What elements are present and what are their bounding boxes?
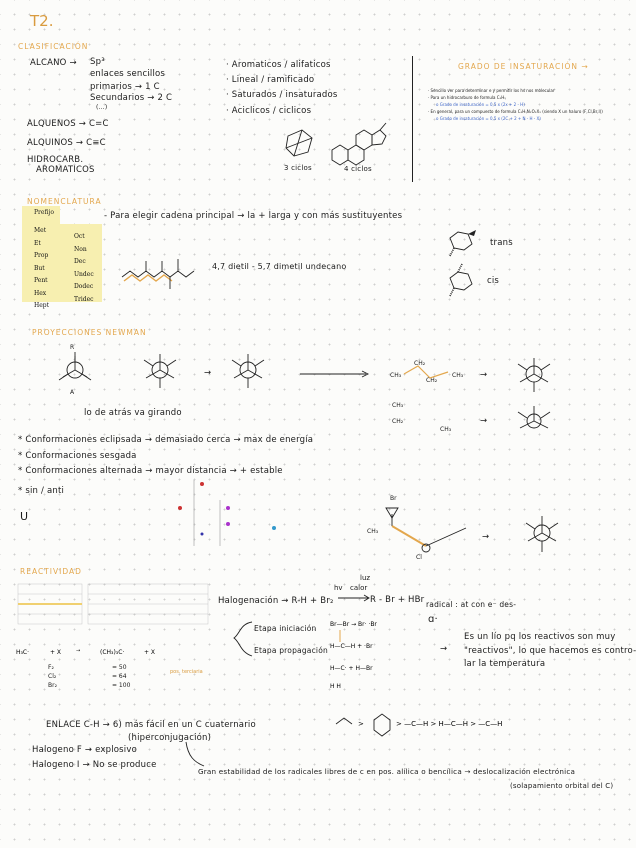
- prefix-item: Undec: [74, 270, 94, 278]
- clasificacion-header: CLASIFICACIÓN: [18, 42, 89, 51]
- prefix-item: Non: [74, 245, 87, 253]
- cadena-rule: - Para elegir cadena principal → la + larga y con más sustituyentes: [104, 211, 403, 221]
- butane-sketch-1: [400, 362, 460, 382]
- arrow-glyph: →: [440, 644, 448, 654]
- arrow-glyph: →: [480, 416, 488, 426]
- halo-chain-sketch: [380, 500, 470, 564]
- classification-item: · Saturados / insaturados: [226, 90, 338, 100]
- cis-cyclohexane: [444, 264, 480, 298]
- alquenos-label: ALQUENOS → C=C: [27, 119, 109, 129]
- ch3-label: CH₃: [452, 372, 464, 379]
- solapamiento-note: (solapamiento orbital del C): [510, 782, 614, 790]
- svg-text:→: →: [76, 648, 81, 654]
- grado-line: · En general, para un compuesto de formula CₓHᵧNₓOₓXₓ (siendo X un haluro (F,Cl,Br,I)): [428, 109, 603, 114]
- ch2-label: CH₂: [426, 377, 438, 384]
- grado-line: o Grado de insaturación = 0,5 x (2x + 2 - H): [436, 102, 525, 107]
- halo-value: = 50: [112, 664, 127, 671]
- newman-projection-eclipsed: [55, 350, 95, 390]
- svg-text:+ X: + X: [50, 649, 62, 656]
- hidrocarb-label-1: HIDROCARB.: [27, 155, 84, 165]
- enlaces-label: enlaces sencillos: [90, 69, 166, 79]
- prefix-column-1: [34, 225, 49, 313]
- conformation-bullet: * sin / anti: [18, 486, 65, 496]
- arrow-glyph: →: [482, 532, 490, 542]
- trans-cyclohexane: [444, 228, 480, 258]
- ch3-label: CH₃: [440, 426, 452, 433]
- prefix-item: Met: [34, 227, 47, 234]
- svg-text:H—C· + H—Br: H—C· + H—Br: [330, 665, 373, 672]
- allylic-structures: [330, 700, 560, 742]
- halogeno-i-rule: Halogeno I → No se produce: [32, 760, 157, 770]
- grado-header: GRADO DE INSATURACIÓN →: [458, 62, 589, 71]
- mechanism-sketch: [326, 614, 426, 694]
- curved-arrow: [184, 740, 206, 770]
- svg-text:H H: H H: [330, 683, 341, 690]
- prefix-column-2: [74, 231, 94, 306]
- arrow-glyph: →: [204, 368, 212, 378]
- svg-text:H₃C·: H₃C·: [16, 649, 30, 656]
- propagacion-label: Etapa propagación: [254, 646, 328, 655]
- newman-projection-staggered: [140, 350, 180, 390]
- trans-label: trans: [490, 238, 513, 248]
- grado-line: · Para un hidrocarburo de formula CₓHᵧ: [428, 95, 506, 100]
- note-line: "reactivos", lo que hacemos es contro-: [464, 646, 636, 656]
- classification-item: · Lineal / ramificado: [226, 75, 315, 85]
- newman-header: PROYECCIONES NEWMAN: [32, 328, 147, 337]
- halo-value: = 64: [112, 673, 127, 680]
- ciclos4-label: 4 ciclos: [344, 165, 372, 173]
- newman-projection-rotated: [228, 350, 268, 390]
- svg-text:H—C—H + ·Br: H—C—H + ·Br: [330, 643, 373, 650]
- reaction-arrow: [338, 594, 372, 602]
- newman-result-3: [520, 512, 564, 554]
- nomenclatura-header: NOMENCLATURA: [27, 197, 102, 206]
- ch3-label: CH₃: [390, 372, 402, 379]
- hiperconjugacion-label: (hiperconjugación): [128, 733, 212, 743]
- long-arrow: [300, 371, 370, 377]
- halo-f2: F₂: [48, 664, 54, 671]
- halo-br2: Br₂: [48, 682, 57, 689]
- prefix-item: Tridec: [74, 295, 94, 303]
- iniciacion-label: Etapa iniciación: [254, 624, 317, 633]
- calor-label: calor: [350, 584, 368, 592]
- dots-label: (...): [96, 104, 108, 111]
- alquinos-label: ALQUINOS → C≡C: [27, 138, 106, 148]
- grado-line: o Grado de insaturación = 0,5 x (2C + 2 + N - H - X): [436, 116, 541, 121]
- primarios-label: primarios → 1 C: [90, 82, 160, 92]
- prefix-item: Et: [34, 239, 41, 247]
- note-line: Es un lío pq los reactivos son muy: [464, 632, 616, 642]
- prefix-item: Oct: [74, 233, 85, 240]
- halogenacion-label: Halogenación → R-H + Br₂: [218, 596, 334, 606]
- halo-value: = 100: [112, 682, 131, 689]
- prefix-item: Dodec: [74, 283, 94, 290]
- svg-text:+ X: + X: [144, 649, 156, 656]
- prefijo-label: Prefijo: [34, 209, 54, 216]
- svg-text:Br—Br → Br· ·Br: Br—Br → Br· ·Br: [330, 621, 377, 628]
- cl-label: Cl: [416, 554, 422, 561]
- conformation-bullet: * Conformaciones sesgada: [18, 451, 137, 461]
- ring-sketch-icon: ᑌ: [20, 510, 29, 523]
- svg-text:>: >: [358, 720, 364, 728]
- br-label: Br: [390, 495, 397, 502]
- prefix-item: Dec: [74, 258, 86, 265]
- cis-label: cis: [487, 276, 500, 286]
- classification-item: · Aromaticos / alifaticos: [226, 60, 331, 70]
- secundarios-label: Secundarios → 2 C: [90, 93, 173, 103]
- tetracyclic-structure: [330, 120, 392, 166]
- radical-structures: [14, 640, 184, 666]
- undecane-skeletal: [120, 255, 200, 295]
- grado-line: · Sencillo ver para determinar e y permitir los hs nos molecular: [428, 88, 555, 93]
- newman-result-1: [514, 354, 554, 394]
- classification-item: · Aciclicos / ciclicos: [226, 106, 312, 116]
- alcano-label: ALCANO →: [30, 58, 77, 68]
- bracket-branch: [232, 618, 254, 660]
- arrow-glyph: →: [480, 370, 488, 380]
- luz-label: luz: [360, 574, 371, 582]
- prefix-item: Hex: [34, 289, 47, 297]
- energy-diagram-1: [168, 478, 216, 548]
- prefix-item: But: [34, 264, 45, 272]
- hidrocarb-label-2: AROMATICOS: [36, 165, 95, 175]
- prefix-item: Hept: [34, 302, 50, 309]
- halogeno-f-rule: Halogeno F → explosivo: [32, 745, 137, 755]
- divider-line: [412, 56, 413, 182]
- radical-note: radical : at con e⁻ des-: [426, 600, 517, 609]
- conformation-bullet: * Conformaciones eclipsada → demasiado cerca → max de energía: [18, 435, 314, 445]
- enlace-rule: ENLACE C-H → 6) más fácil en un C cuaternario: [46, 720, 256, 730]
- pos-terciaria-label: pos. terciaria: [170, 669, 203, 675]
- ciclos3-label: 3 ciclos: [284, 164, 312, 172]
- page-title: T2.: [30, 12, 54, 30]
- ch3-label: CH₃: [392, 402, 404, 409]
- hv-label: hv: [334, 584, 343, 592]
- giro-note: lo de atrás va girando: [84, 408, 182, 418]
- newman-result-2: [514, 402, 554, 440]
- ch2-label: CH₂: [414, 360, 426, 367]
- radical-symbol: ɑ·: [428, 614, 438, 625]
- energy-diagram-2: [218, 498, 278, 548]
- estabilidad-note: Gran estabilidad de los radicales libres de c en pos. alílica o bencílica → deslocalización electrónica: [198, 767, 576, 776]
- tricyclic-structure: [280, 128, 320, 164]
- compound-name: 4,7 dietil - 5,7 dimetil undecano: [212, 262, 347, 271]
- halo-cl2: Cl₂: [48, 673, 57, 680]
- reactividad-header: REACTIVIDAD: [20, 567, 82, 576]
- prefix-item: Prop: [34, 252, 49, 259]
- prefix-item: Pent: [34, 277, 48, 284]
- newman-a-label: A: [70, 389, 75, 396]
- ch3-label: CH₃: [367, 528, 379, 535]
- sp3-label: Sp³: [90, 57, 105, 67]
- svg-text:(CH₃)₃C·: (CH₃)₃C·: [100, 649, 125, 656]
- bond-energy-tables: [18, 582, 214, 628]
- newman-r-label: R: [70, 344, 75, 351]
- svg-text:> —C—H > H—C—H > —C—H: > —C—H > H—C—H > —C—H: [396, 720, 503, 728]
- reaction-product: R - Br + HBr: [370, 595, 425, 605]
- ch2-label: CH₂: [392, 418, 404, 425]
- note-line: lar la temperatura: [464, 659, 546, 669]
- conformation-bullet: * Conformaciones alternada → mayor distancia → + estable: [18, 466, 283, 476]
